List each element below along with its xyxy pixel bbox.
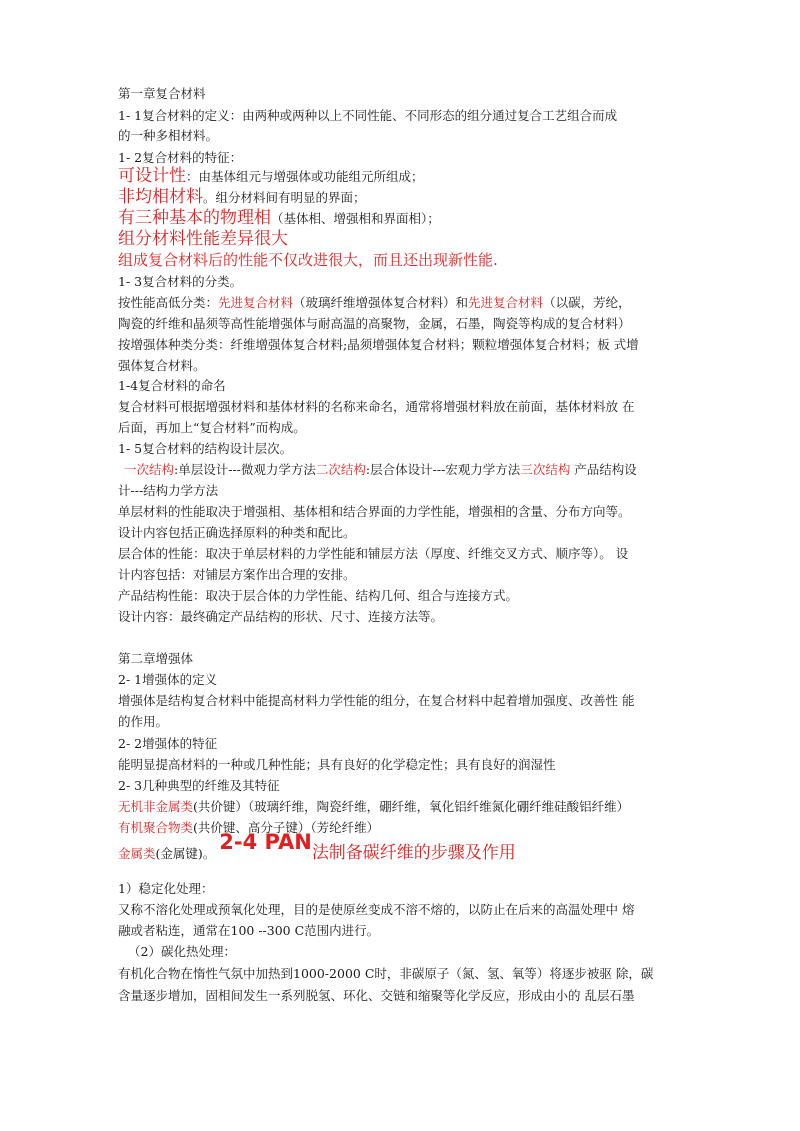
classification-red-2: 先进复合材料 [468, 295, 544, 310]
fiber-type-2-label: 有机聚合物类 [118, 820, 194, 835]
level-1-text: :单层设计---微观力学方法 [174, 462, 316, 477]
definition-line-2: 的作用。 [118, 714, 169, 729]
section-1-3-title: 1- 3复合材料的分类。 [118, 274, 243, 289]
step-2-line-1: 有机化合物在惰性气氛中加热到1000-2000 C时，非碳原子（氮、氢、氧等）将逐步被驱 除，碳 [118, 966, 654, 981]
level-3-label: 三次结构 [520, 462, 571, 477]
feature-3-highlight: 有三种基本的物理相 [118, 208, 271, 228]
classification-line-3: 按增强体种类分类：纤维增强体复合材料;晶须增强体复合材料；颗粒增强体复合材料；板 式增 [118, 337, 639, 352]
classification-text-1: （玻璃纤维增强体复合材料）和 [293, 295, 469, 310]
fiber-type-1-text: (共价键）（玻璃纤维，陶瓷纤维，硼纤维，氧化铝纤维氮化硼纤维硅酸铝纤维） [193, 799, 630, 814]
classification-line-1 [118, 295, 631, 311]
chapter-1-title: 第一章复合材料 [118, 86, 206, 101]
classification-label: 按性能高低分类： [118, 295, 219, 310]
feature-5: 组成复合材料后的性能不仅改进很大，而且还出现新性能. [118, 251, 498, 269]
feature-3-text: （基体相、增强相和界面相）； [271, 211, 440, 226]
feature-2-highlight: 非均相材料 [118, 187, 203, 207]
feature-1-highlight: 可设计性 [118, 166, 186, 186]
section-1-1-line-2: 的一种多相材料。 [118, 128, 219, 143]
section-2-1-title: 2- 1增强体的定义 [118, 672, 218, 687]
definition-line-1: 增强体是结构复合材料中能提高材料力学性能的组分，在复合材料中起着增加强度、改善性 能 [118, 693, 635, 708]
design-desc-1: 单层材料的性能取决于增强相、基体相和结合界面的力学性能，增强相的含量、分布方向等。 [118, 504, 631, 519]
fiber-type-1 [118, 799, 629, 815]
fiber-type-2-text: (共价键、高分子键）（芳纶纤维） [193, 820, 380, 835]
fiber-type-3-text: (金属键)。 [155, 846, 216, 861]
feature-2 [118, 189, 366, 206]
chapter-2-title: 第二章增强体 [118, 651, 194, 666]
section-2-2-title: 2- 2增强体的特征 [118, 736, 218, 751]
design-desc-5: 产品结构性能：取决于层合体的力学性能、结构几何、组合与连接方式。 [118, 588, 519, 603]
fiber-type-3-label: 金属类 [118, 846, 156, 861]
level-1-label: 一次结构 [124, 462, 175, 477]
design-desc-2: 设计内容包括正确选择原料的种类和配比。 [118, 525, 356, 540]
design-desc-4: 计内容包括：对铺层方案作出合理的安排。 [118, 567, 356, 582]
naming-line-2: 后面，再加上“复合材料”而构成。 [118, 420, 306, 435]
step-1-line-2: 融或者粘连，通常在100 --300 C范围内进行。 [118, 923, 380, 938]
section-2-4-number: 2-4 PAN [219, 830, 312, 854]
section-2-3-title: 2- 3几种典型的纤维及其特征 [118, 778, 280, 793]
feature-1 [118, 168, 424, 185]
section-1-2-title: 1- 2复合材料的特征： [118, 150, 243, 165]
level-3-text: 产品结构设 [570, 462, 637, 477]
feature-4: 组分材料性能差异很大 [118, 229, 288, 249]
classification-line-2: 陶瓷的纤维和晶须等高性能增强体与耐高温的高聚物，金属，石墨，陶瓷等构成的复合材料） [118, 316, 631, 331]
feature-2-text: 。组分材料间有明显的界面； [203, 190, 366, 205]
feature-1-text: ：由基体组元与增强体或功能组元所组成； [186, 169, 424, 184]
section-2-4-title: 法制备碳纤维的步骤及作用 [311, 843, 516, 863]
design-levels-line-1 [124, 462, 637, 478]
level-2-label: 二次结构 [315, 462, 366, 477]
fiber-type-1-label: 无机非金属类 [118, 799, 194, 814]
step-1-title: 1）稳定化处理： [118, 881, 214, 896]
naming-line-1: 复合材料可根据增强材料和基体材料的名称来命名，通常将增强材料放在前面，基体材料放 在 [118, 399, 635, 414]
classification-red-1: 先进复合材料 [218, 295, 294, 310]
section-1-1-line-1: 1- 1复合材料的定义：由两种或两种以上不同性能、不同形态的组分通过复合工艺组合而成 [118, 108, 618, 123]
fiber-type-3-and-heading [118, 830, 516, 867]
features-line: 能明显提高材料的一种或几种性能；具有良好的化学稳定性；具有良好的润湿性 [118, 757, 556, 772]
feature-3 [118, 210, 440, 227]
level-2-text: :层合体设计---宏观力学方法 [365, 462, 521, 477]
design-desc-6: 设计内容：最终确定产品结构的形状、尺寸、连接方法等。 [118, 609, 444, 624]
step-2-line-2: 含量逐步增加，固相间发生一系列脱氢、环化、交链和缩聚等化学反应，形成由小的 乱层石墨 [118, 988, 635, 1003]
design-desc-3: 层合体的性能：取决于单层材料的力学性能和铺层方法（厚度、纤维交叉方式、顺序等）。 设 [118, 546, 629, 561]
design-levels-line-2: 计---结构力学方法 [118, 483, 219, 498]
section-1-4-title: 1-4复合材料的命名 [118, 378, 226, 393]
classification-line-4: 强体复合材料。 [118, 358, 206, 373]
step-2-title: （2）碳化热处理： [128, 944, 236, 959]
section-1-5-title: 1- 5复合材料的结构设计层次。 [118, 441, 293, 456]
step-1-line-1: 又称不溶化处理或预氧化处理，目的是使原丝变成不溶不熔的，以防止在后来的高温处理中 熔 [118, 902, 635, 917]
classification-text-2: （以碳，芳纶， [543, 295, 631, 310]
